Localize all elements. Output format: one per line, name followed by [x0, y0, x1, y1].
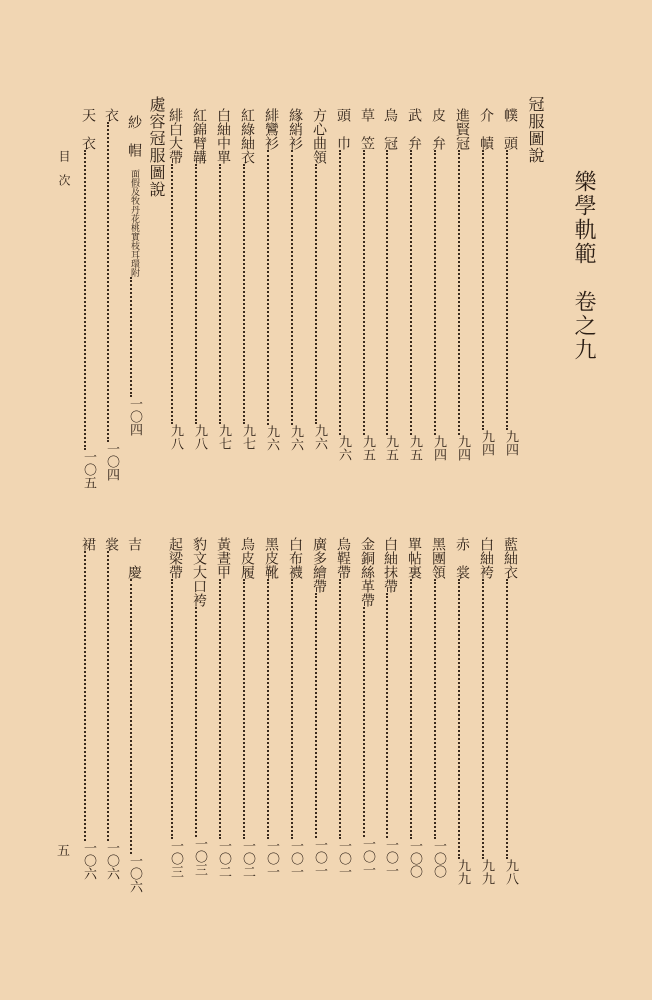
toc-entry: 烏鞓帶一〇一: [335, 537, 351, 878]
toc-entry: 白紬中單九七: [215, 108, 231, 450]
toc-entry: 衣一〇四: [103, 108, 119, 481]
toc-entry: 豹文大口袴一〇三: [191, 537, 207, 876]
toc-entry: 黃晝甲一〇二: [215, 537, 231, 878]
toc-entry: 紗 帽面假及牧丹花桃實枝耳環附一〇四: [126, 115, 142, 436]
toc-entry: 金銅絲革帶一〇一: [359, 537, 375, 876]
toc-entry: 白紬袴九九: [478, 537, 494, 885]
section-heading-chuyong: 處容冠服圖說: [147, 96, 166, 198]
toc-entry: 白紬抹帶一〇一: [382, 537, 398, 877]
side-label: 目 次: [57, 150, 71, 186]
toc-entry: 黑團領一〇〇: [430, 537, 446, 878]
toc-entry: 進賢冠九四: [454, 108, 470, 461]
toc-entry: 頭 巾九六: [335, 108, 351, 461]
entry-note: 面假及牧丹花桃實枝耳環附: [129, 169, 139, 277]
toc-entry: 紅錦臂韝九八: [191, 108, 207, 450]
toc-entry: 起梁帶一〇三: [167, 537, 183, 878]
section-heading-guanfu: 冠服圖說: [526, 96, 545, 164]
toc-entry: 皮 弁九四: [430, 108, 446, 461]
toc-entry: 緣綃衫九六: [287, 108, 303, 451]
toc-entry: 單帖裏一〇〇: [406, 537, 422, 878]
book-title: 樂學軌範 卷之九: [571, 170, 596, 362]
toc-entry: 介 幘九四: [478, 108, 494, 456]
toc-entry: 吉 慶一〇六: [126, 537, 142, 893]
toc-entry: 幞 頭九四: [502, 108, 518, 456]
toc-entry: 烏 冠九五: [382, 108, 398, 461]
toc-entry: 白布襪一〇一: [287, 537, 303, 878]
toc-entry: 緋白大帶九八: [167, 108, 183, 450]
toc-entry: 裳一〇六: [103, 537, 119, 880]
toc-entry: 黑皮靴一〇一: [263, 537, 279, 878]
toc-entry: 裙一〇六: [80, 537, 96, 880]
toc-entry: 紅綠紬衣九七: [239, 108, 255, 450]
toc-entry: 方心曲領九六: [311, 108, 327, 450]
toc-entry: 武 弁九五: [406, 108, 422, 461]
toc-entry: 藍紬衣九八: [502, 537, 518, 885]
toc-entry: 天 衣一〇五: [80, 108, 96, 489]
toc-entry: 草 笠九五: [359, 108, 375, 461]
page-number: 五: [57, 844, 71, 859]
toc-entry: 烏皮履一〇二: [239, 537, 255, 878]
toc-entry: 赤 裳九九: [454, 537, 470, 885]
toc-entry: 廣多繪帶一〇一: [311, 537, 327, 877]
toc-entry: 緋鸞衫九六: [263, 108, 279, 451]
